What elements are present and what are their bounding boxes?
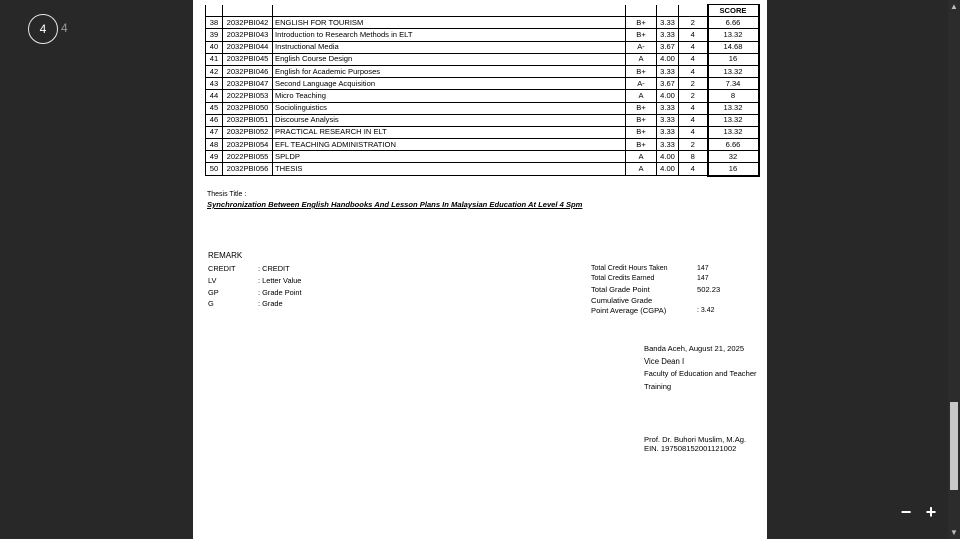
total-credits-earned-label: Total Credits Earned [591, 275, 655, 282]
table-row [206, 29, 759, 41]
letter-grade: A [626, 90, 657, 102]
course-name: Introduction to Research Methods in ELT [273, 29, 626, 41]
table-row [206, 102, 759, 114]
remark-heading: REMARK [208, 251, 243, 260]
row-number: 48 [206, 139, 223, 151]
thesis-label: Thesis Title : [207, 191, 247, 198]
letter-grade: B+ [626, 17, 657, 29]
credit-hours: 2 [679, 90, 708, 102]
score-header: SCORE [708, 5, 759, 17]
credit-hours: 4 [679, 126, 708, 138]
letter-grade: B+ [626, 126, 657, 138]
row-number: 41 [206, 53, 223, 65]
cgpa-row [591, 296, 720, 316]
credit-hours: 4 [679, 53, 708, 65]
score-value: 13.32 [708, 65, 759, 77]
grade-point: 3.33 [657, 126, 679, 138]
score-value: 16 [708, 53, 759, 65]
score-value: 6.66 [708, 139, 759, 151]
score-value: 32 [708, 151, 759, 163]
grade-point: 3.67 [657, 78, 679, 90]
letter-grade: B+ [626, 139, 657, 151]
letter-grade: A [626, 53, 657, 65]
row-number: 39 [206, 29, 223, 41]
course-code: 2032PBI051 [223, 114, 273, 126]
letter-grade: A [626, 163, 657, 176]
course-code: 2032PBI045 [223, 53, 273, 65]
grade-point: 4.00 [657, 53, 679, 65]
remark-key: LV [208, 275, 217, 285]
remark-item [208, 276, 302, 288]
course-name: Discourse Analysis [273, 114, 626, 126]
faculty-name: Faculty of Education and Teacher Training [644, 369, 757, 391]
cgpa-label-line1: Cumulative Grade [591, 296, 653, 305]
course-name: EFL TEACHING ADMINISTRATION [273, 139, 626, 151]
table-row [206, 114, 759, 126]
score-value: 13.32 [708, 102, 759, 114]
score-value: 16 [708, 163, 759, 176]
course-code: 2032PBI050 [223, 102, 273, 114]
credit-hours: 4 [679, 114, 708, 126]
cgpa-value: : 3.42 [697, 307, 715, 314]
remark-key: G [208, 299, 214, 309]
signatory-title: Vice Dean I [644, 356, 685, 366]
course-code: 2022PBI055 [223, 151, 273, 163]
table-row [206, 78, 759, 90]
course-code: 2032PBI054 [223, 139, 273, 151]
credit-hours: 2 [679, 17, 708, 29]
remark-value: : Letter Value [258, 275, 302, 285]
scroll-thumb[interactable] [950, 402, 958, 490]
table-header-row [206, 5, 759, 17]
scroll-up-icon[interactable]: ▲ [950, 2, 958, 11]
table-row [206, 139, 759, 151]
total-grade-point-value: 502.23 [697, 285, 721, 294]
course-name: PRACTICAL RESEARCH IN ELT [273, 126, 626, 138]
current-page-indicator: 4 [28, 14, 58, 44]
score-value: 13.32 [708, 114, 759, 126]
vertical-scrollbar[interactable] [948, 0, 960, 539]
totals-summary [591, 264, 720, 316]
total-credit-hours-label: Total Credit Hours Taken [591, 265, 668, 272]
score-value: 13.32 [708, 126, 759, 138]
signatory [644, 435, 746, 453]
letter-grade: B+ [626, 114, 657, 126]
remark-item [208, 299, 302, 311]
remark-key: CREDIT [208, 264, 236, 273]
row-number: 42 [206, 65, 223, 77]
credit-hours: 4 [679, 163, 708, 176]
total-grade-point-label: Total Grade Point [591, 285, 650, 294]
letter-grade: B+ [626, 102, 657, 114]
course-code: 2032PBI047 [223, 78, 273, 90]
table-row [206, 151, 759, 163]
signatory-ein: EIN. 197508152001121002 [644, 444, 737, 453]
course-name: Sociolinguistics [273, 102, 626, 114]
row-number: 50 [206, 163, 223, 176]
course-code: 2022PBI053 [223, 90, 273, 102]
letter-grade: A [626, 151, 657, 163]
credit-hours: 4 [679, 29, 708, 41]
thesis-title: Synchronization Between English Handbooks And Lesson Plans In Malaysian Education At Level 4 Spm [207, 200, 583, 209]
total-pages-label: 4 [61, 21, 68, 35]
course-code: 2032PBI056 [223, 163, 273, 176]
place-date: Banda Aceh, August 21, 2025 [644, 344, 745, 353]
total-credits-earned-value: 147 [697, 275, 709, 282]
score-value: 6.66 [708, 17, 759, 29]
table-row [206, 17, 759, 29]
grade-point: 3.33 [657, 114, 679, 126]
grades-table [205, 4, 760, 177]
row-number: 46 [206, 114, 223, 126]
total-credit-hours-value: 147 [697, 265, 709, 272]
credit-hours: 2 [679, 139, 708, 151]
row-number: 38 [206, 17, 223, 29]
cgpa-label-line2: Point Average (CGPA) [591, 306, 667, 315]
course-name: ENGLISH FOR TOURISM [273, 17, 626, 29]
zoom-in-button[interactable]: + [925, 501, 937, 522]
course-code: 2032PBI046 [223, 65, 273, 77]
letter-grade: B+ [626, 29, 657, 41]
document-page [193, 0, 767, 539]
course-name: SPLDP [273, 151, 626, 163]
score-value: 13.32 [708, 29, 759, 41]
row-number: 47 [206, 126, 223, 138]
course-name: THESIS [273, 163, 626, 176]
grade-point: 3.33 [657, 102, 679, 114]
row-number: 45 [206, 102, 223, 114]
letter-grade: A- [626, 41, 657, 53]
course-code: 2032PBI044 [223, 41, 273, 53]
total-credits-earned-row [591, 274, 720, 284]
course-code: 2032PBI052 [223, 126, 273, 138]
row-number: 43 [206, 78, 223, 90]
grade-point: 4.00 [657, 163, 679, 176]
letter-grade: A- [626, 78, 657, 90]
grade-point: 3.33 [657, 139, 679, 151]
credit-hours: 8 [679, 151, 708, 163]
remark-item [208, 264, 302, 276]
score-value: 14.68 [708, 41, 759, 53]
grade-point: 4.00 [657, 151, 679, 163]
credit-hours: 4 [679, 65, 708, 77]
remark-key: GP [208, 287, 219, 297]
grade-point: 3.33 [657, 29, 679, 41]
grade-point: 3.67 [657, 41, 679, 53]
total-credit-hours-row [591, 264, 720, 274]
remark-list [208, 264, 302, 311]
grade-point: 3.33 [657, 65, 679, 77]
remark-value: : CREDIT [258, 264, 290, 273]
cgpa-label [591, 296, 697, 316]
zoom-out-button[interactable]: − [900, 501, 912, 522]
score-value: 7.34 [708, 78, 759, 90]
total-grade-point-row [591, 284, 720, 296]
table-row [206, 163, 759, 176]
remark-value: : Grade [258, 299, 283, 309]
row-number: 40 [206, 41, 223, 53]
course-name: English for Academic Purposes [273, 65, 626, 77]
signature-block [644, 343, 762, 393]
signatory-name: Prof. Dr. Buhori Muslim, M.Ag. [644, 435, 747, 444]
table-row [206, 126, 759, 138]
grade-point: 3.33 [657, 17, 679, 29]
table-row [206, 53, 759, 65]
credit-hours: 2 [679, 78, 708, 90]
score-value: 8 [708, 90, 759, 102]
remark-item [208, 288, 302, 300]
grade-point: 4.00 [657, 90, 679, 102]
course-name: Instructional Media [273, 41, 626, 53]
table-row [206, 65, 759, 77]
credit-hours: 4 [679, 102, 708, 114]
letter-grade: B+ [626, 65, 657, 77]
course-name: Second Language Acquisition [273, 78, 626, 90]
scroll-down-icon[interactable]: ▼ [950, 528, 958, 537]
course-name: English Course Design [273, 53, 626, 65]
course-code: 2032PBI042 [223, 17, 273, 29]
remark-value: : Grade Point [258, 287, 302, 297]
row-number: 49 [206, 151, 223, 163]
table-row [206, 90, 759, 102]
row-number: 44 [206, 90, 223, 102]
credit-hours: 4 [679, 41, 708, 53]
course-code: 2032PBI043 [223, 29, 273, 41]
table-row [206, 41, 759, 53]
course-name: Micro Teaching [273, 90, 626, 102]
